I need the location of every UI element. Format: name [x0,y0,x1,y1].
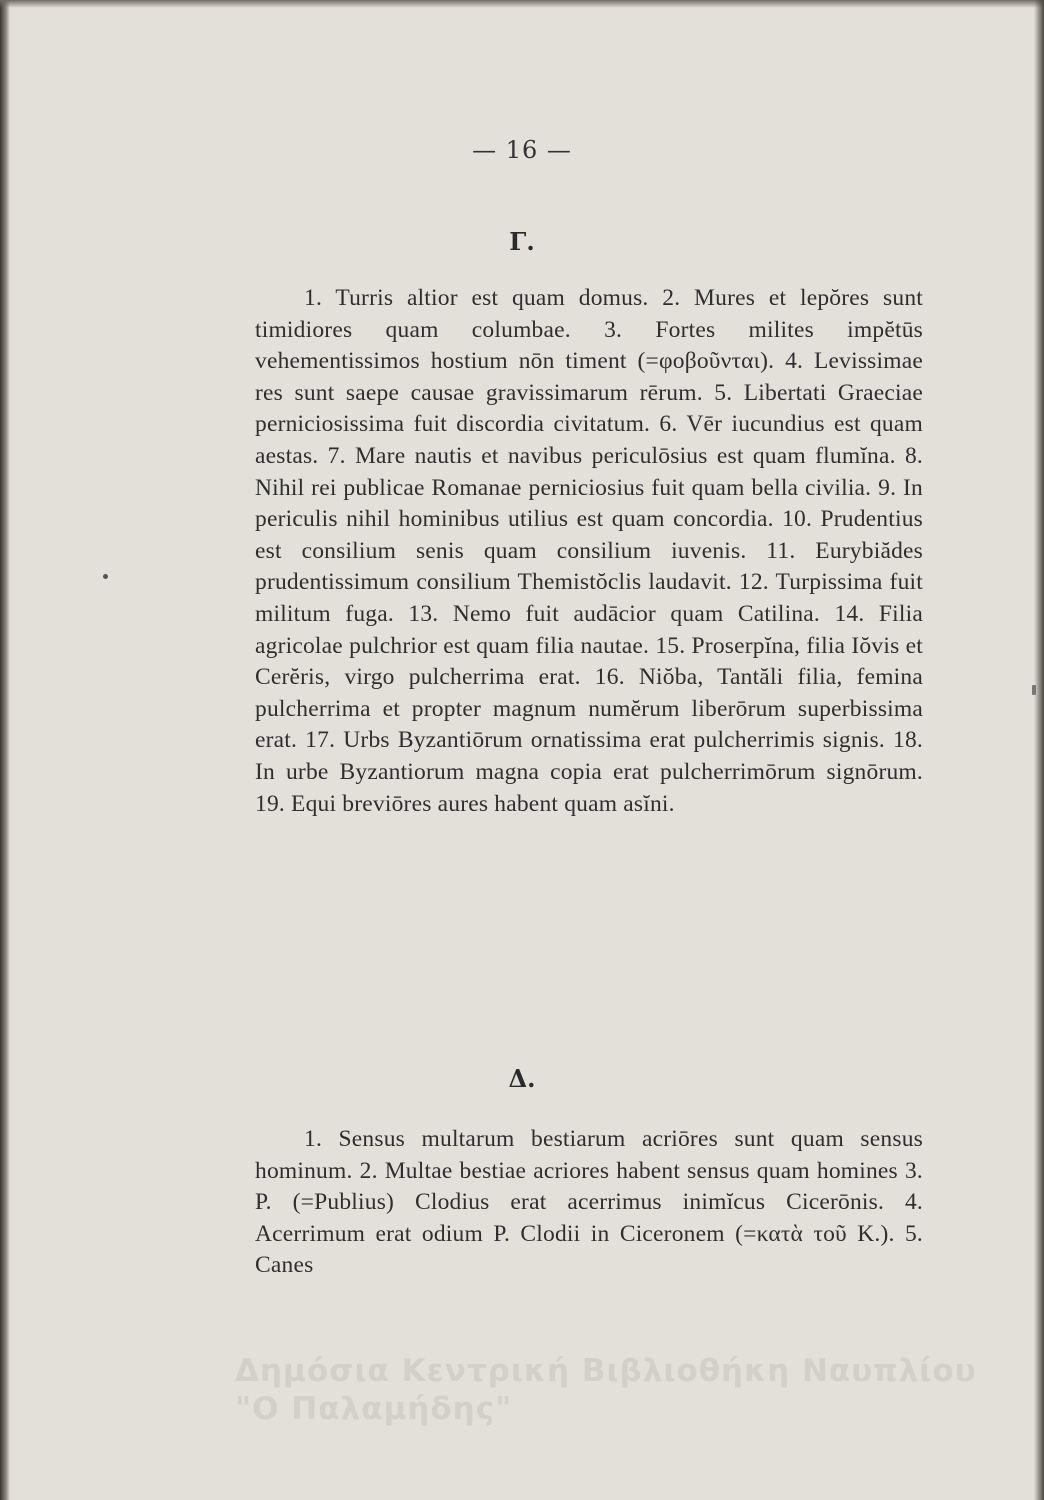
library-watermark-line-1: Δημόσια Κεντρική Βιβλιοθήκη Ναυπλίου [235,1353,977,1389]
paper-speck [1032,685,1036,695]
page-number: — 16 — [472,136,572,164]
page-right-edge [1034,0,1044,1500]
section-heading-gamma: Γ. [509,227,535,256]
section-body-delta [255,1124,923,1282]
page-binding-shadow [0,0,10,1500]
page-top-edge [0,0,1044,8]
exercise-paragraph: 1. Sensus multarum bestiarum acriōres sunt quam sensus hominum. 2. Multae bestiae acriores habent sensus quam homines 3. P. (=Publius) Clodius erat acerrimus inimĭcus Cicerōnis. 4. Acerrimum erat odium P. Clodii in Ciceronem (=κατὰ τοῦ Κ.). 5. Canes [255,1126,923,1279]
section-heading-delta: Δ. [508,1064,536,1093]
library-watermark-line-2: "Ο Παλαμήδης" [235,1391,513,1427]
exercise-paragraph: 1. Turris altior est quam domus. 2. Mures et lepŏres sunt timidiores quam columbae. 3. Fortes milites impĕtūs vehementissimos hostium nōn timent (=φοβοῦνται). 4. Levissimae res sunt saepe causae gravissimarum rērum. 5. Libertati Graeciae perniciosissima fuit discordia civitatum. 6. Vēr iucundius est quam aestas. 7. Mare nautis et navibus periculōsius est quam flumĭna. 8. Nihil rei publicae Romanae perniciosius fuit quam bella civilia. 9. In periculis nihil hominibus utilius est quam concordia. 10. Prudentius est consilium senis quam consilium iuvenis. 11. Eurybiădes prudentissimum consilium Themistŏclis laudavit. 12. Turpissima fuit militum fuga. 13. Nemo fuit audācior quam Catilina. 14. Filia agricolae pulchrior est quam filia nautae. 15. Proserpĭna, filia Iŏvis et Cerĕris, virgo pulcherrima erat. 16. Niŏba, Tantăli filia, femina pulcherrima et propter magnum numĕrum liberōrum superbissima erat. 17. Urbs Byzantiōrum ornatissima erat pulcherrimis signis. 18. In urbe Byzantiorum magna copia erat pulcherrimōrum signōrum. 19. Equi breviōres aures habent quam asĭni. [255,285,923,817]
section-body-gamma [255,283,923,820]
paper-speck [103,574,108,579]
